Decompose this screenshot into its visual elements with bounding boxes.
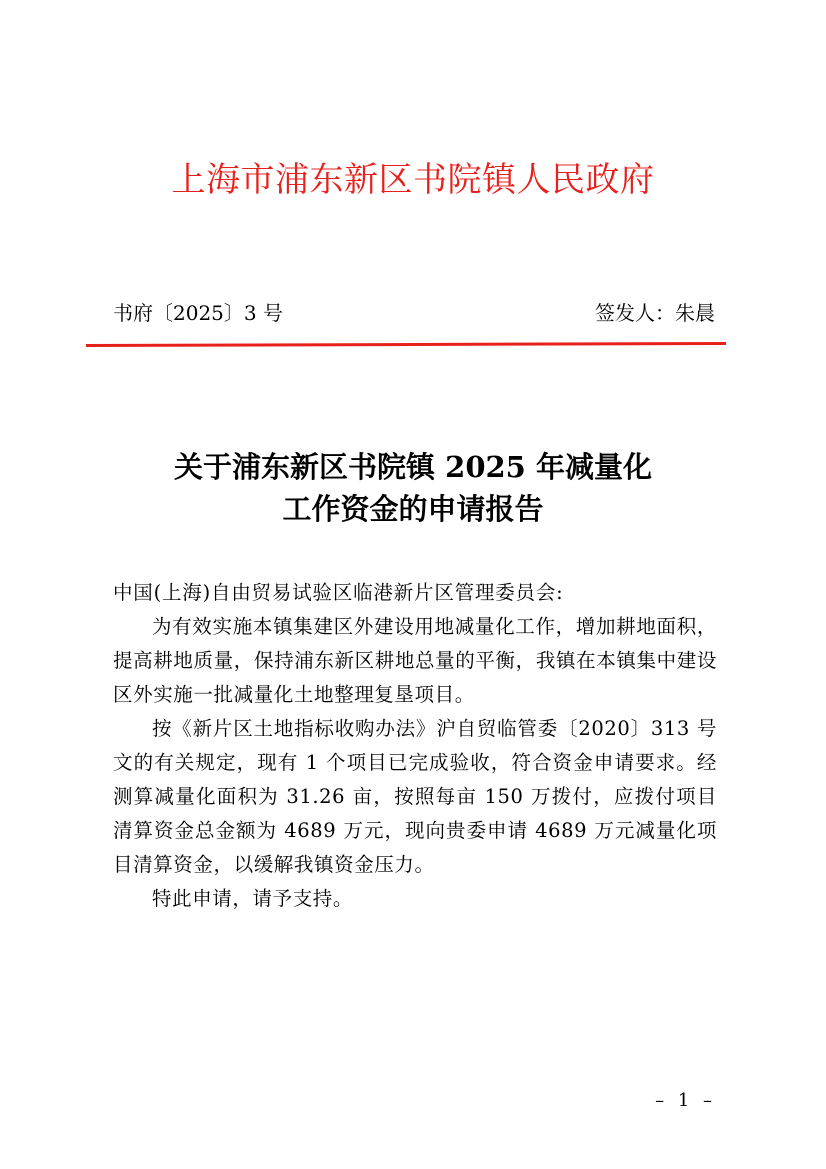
document-body xyxy=(113,576,717,916)
document-title-line-1: 关于浦东新区书院镇 2025 年减量化 xyxy=(174,450,652,484)
red-divider-line xyxy=(86,342,726,347)
issuing-organization-title: 上海市浦东新区书院镇人民政府 xyxy=(171,160,655,200)
salutation: 中国(上海)自由贸易试验区临港新片区管理委员会: xyxy=(113,581,564,604)
closing-paragraph: 特此申请，请予支持。 xyxy=(152,887,354,910)
signer: 签发人：朱晨 xyxy=(595,301,715,325)
document-number: 书府〔2025〕3 号 xyxy=(113,301,283,325)
body-paragraph: 按《新片区土地指标收购办法》沪自贸临管委〔2020〕313 号文的有关规定，现有 1 个项目已完成验收，符合资金申请要求。经测算减量化面积为 31.26 亩，按照每亩 150 万拨付，应拨付项目清算资金总金额为 4689 万元，现向贵委申请 4689 万元减量化项目清算资金，以缓解我镇资金压力。 xyxy=(113,717,717,876)
document-title-line-2: 工作资金的申请报告 xyxy=(282,492,544,526)
document-title xyxy=(0,446,826,530)
body-paragraph: 为有效实施本镇集建区外建设用地减量化工作，增加耕地面积，提高耕地质量，保持浦东新区耕地总量的平衡，我镇在本镇集中建设区外实施一批减量化土地整理复垦项目。 xyxy=(113,615,717,706)
page-number: – 1 – xyxy=(655,1090,716,1111)
